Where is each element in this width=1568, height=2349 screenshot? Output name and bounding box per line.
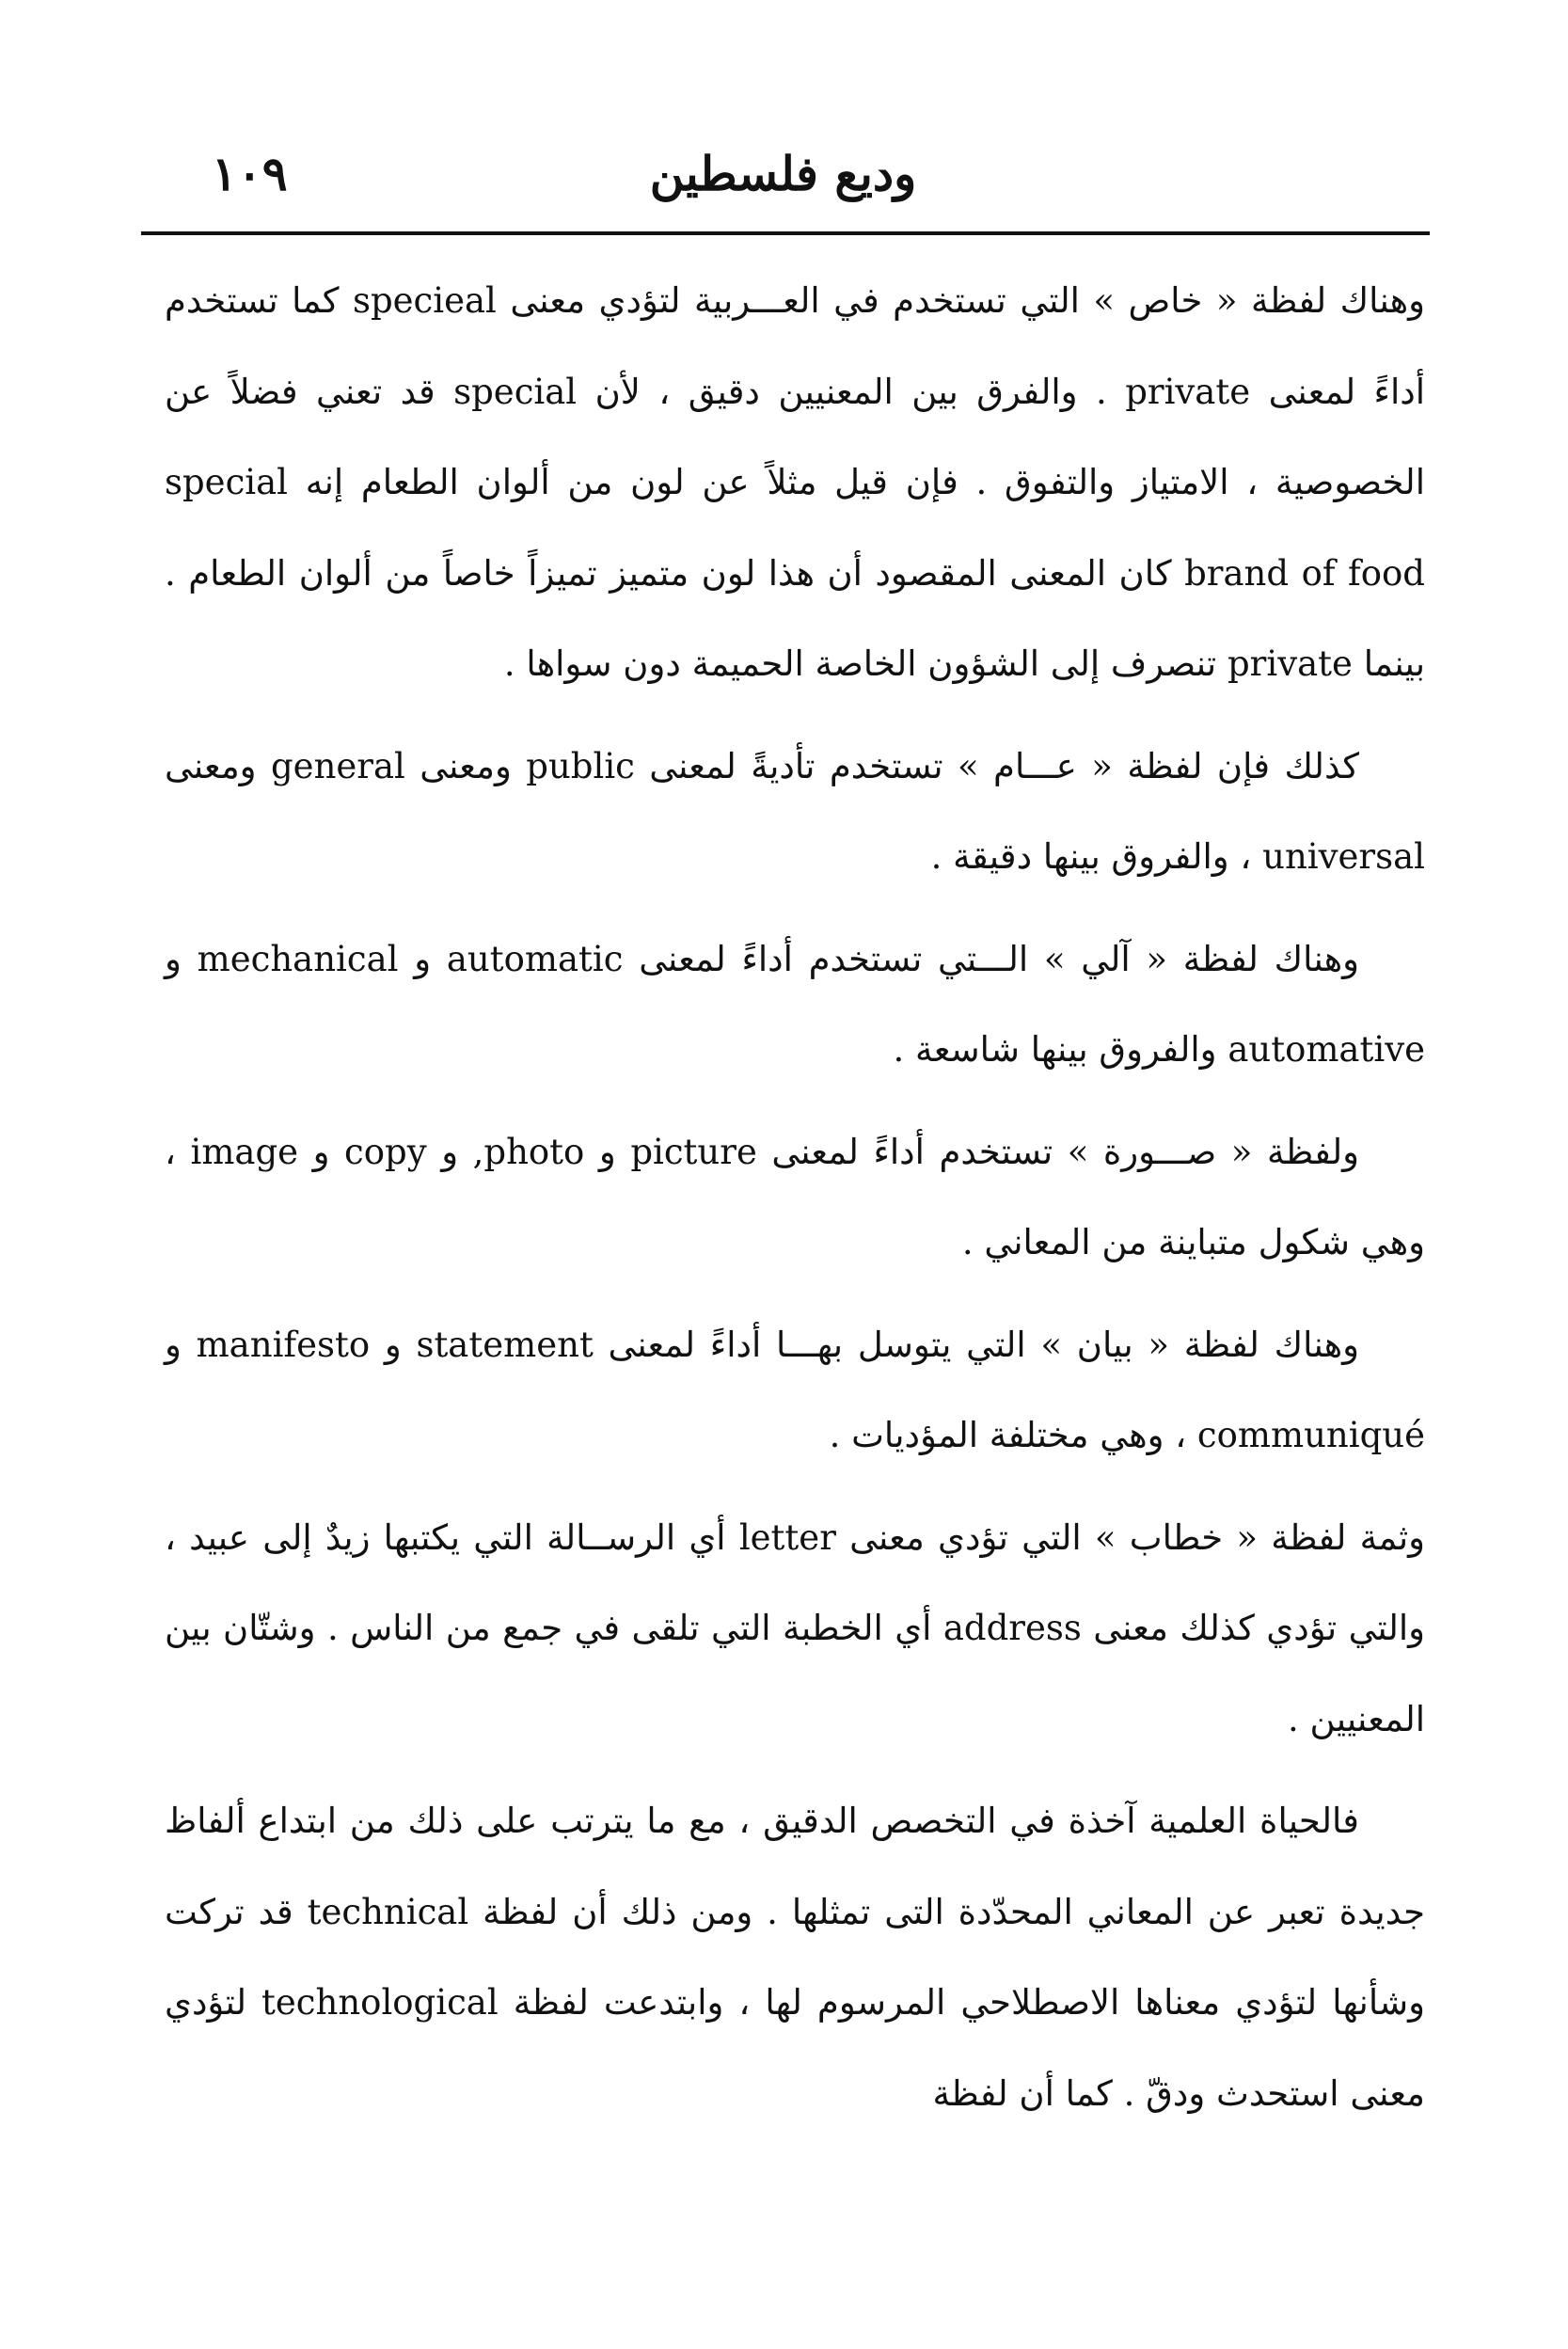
paragraph: فالحياة العلمية آخذة في التخصص الدقيق ، مع ما يترتب على ذلك من ابتداع ألفاظ جديدة تعبر عن المعاني المحدّدة التى تمثلها . ومن ذلك أن لفظة technical قد تركت وشأنها لتؤدي معناها الاصطلاحي المرسوم لها ، وابتدعت لفظة technological لتؤدي معنى استحدث ودقّ . كما أن لفظة [165,1801,1425,2114]
body-text [165,256,1425,2151]
running-title: وديع فلسطين [649,146,917,201]
paragraph: كذلك فإن لفظة « عـــام » تستخدم تأديةً لمعنى public ومعنى general ومعنى universal ، والفروق بينها دقيقة . [165,745,1425,877]
paragraph: وهناك لفظة « آلي » الـــتي تستخدم أداءً لمعنى automatic و mechanical و automative والفروق بينها شاسعة . [165,938,1425,1070]
page-header [141,141,1425,226]
paragraph: وهناك لفظة « خاص » التي تستخدم في العـــربية لتؤدي معنى specieal كما تستخدم أداءً لمعنى private . والفرق بين المعنيين دقيق ، لأن special قد تعني فضلاً عن الخصوصية ، الامتياز والتفوق . فإن قيل مثلاً عن لون من ألوان الطعام إنه special brand of food كان المعنى المقصود أن هذا لون متميز تميزاً خاصاً من ألوان الطعام . بينما private تنصرف إلى الشؤون الخاصة الحميمة دون سواها . [165,280,1425,684]
paragraph: ولفظة « صـــورة » تستخدم أداءً لمعنى picture و photo, و copy و image ، وهي شكول متباينة من المعاني . [165,1131,1425,1262]
paragraph: وثمة لفظة « خطاب » التي تؤدي معنى letter أي الرســالة التي يكتبها زيدٌ إلى عبيد ، والتي تؤدي كذلك معنى address أي الخطبة التي تلقى في جمع من الناس . وشتّان بين المعنيين . [165,1516,1425,1739]
paragraph: وهناك لفظة « بيان » التي يتوسل بهـــا أداءً لمعنى statement و manifesto و communiqué ، وهي مختلفة المؤديات . [165,1324,1425,1455]
page-number: ١٠٩ [212,146,288,201]
header-rule [141,231,1430,235]
